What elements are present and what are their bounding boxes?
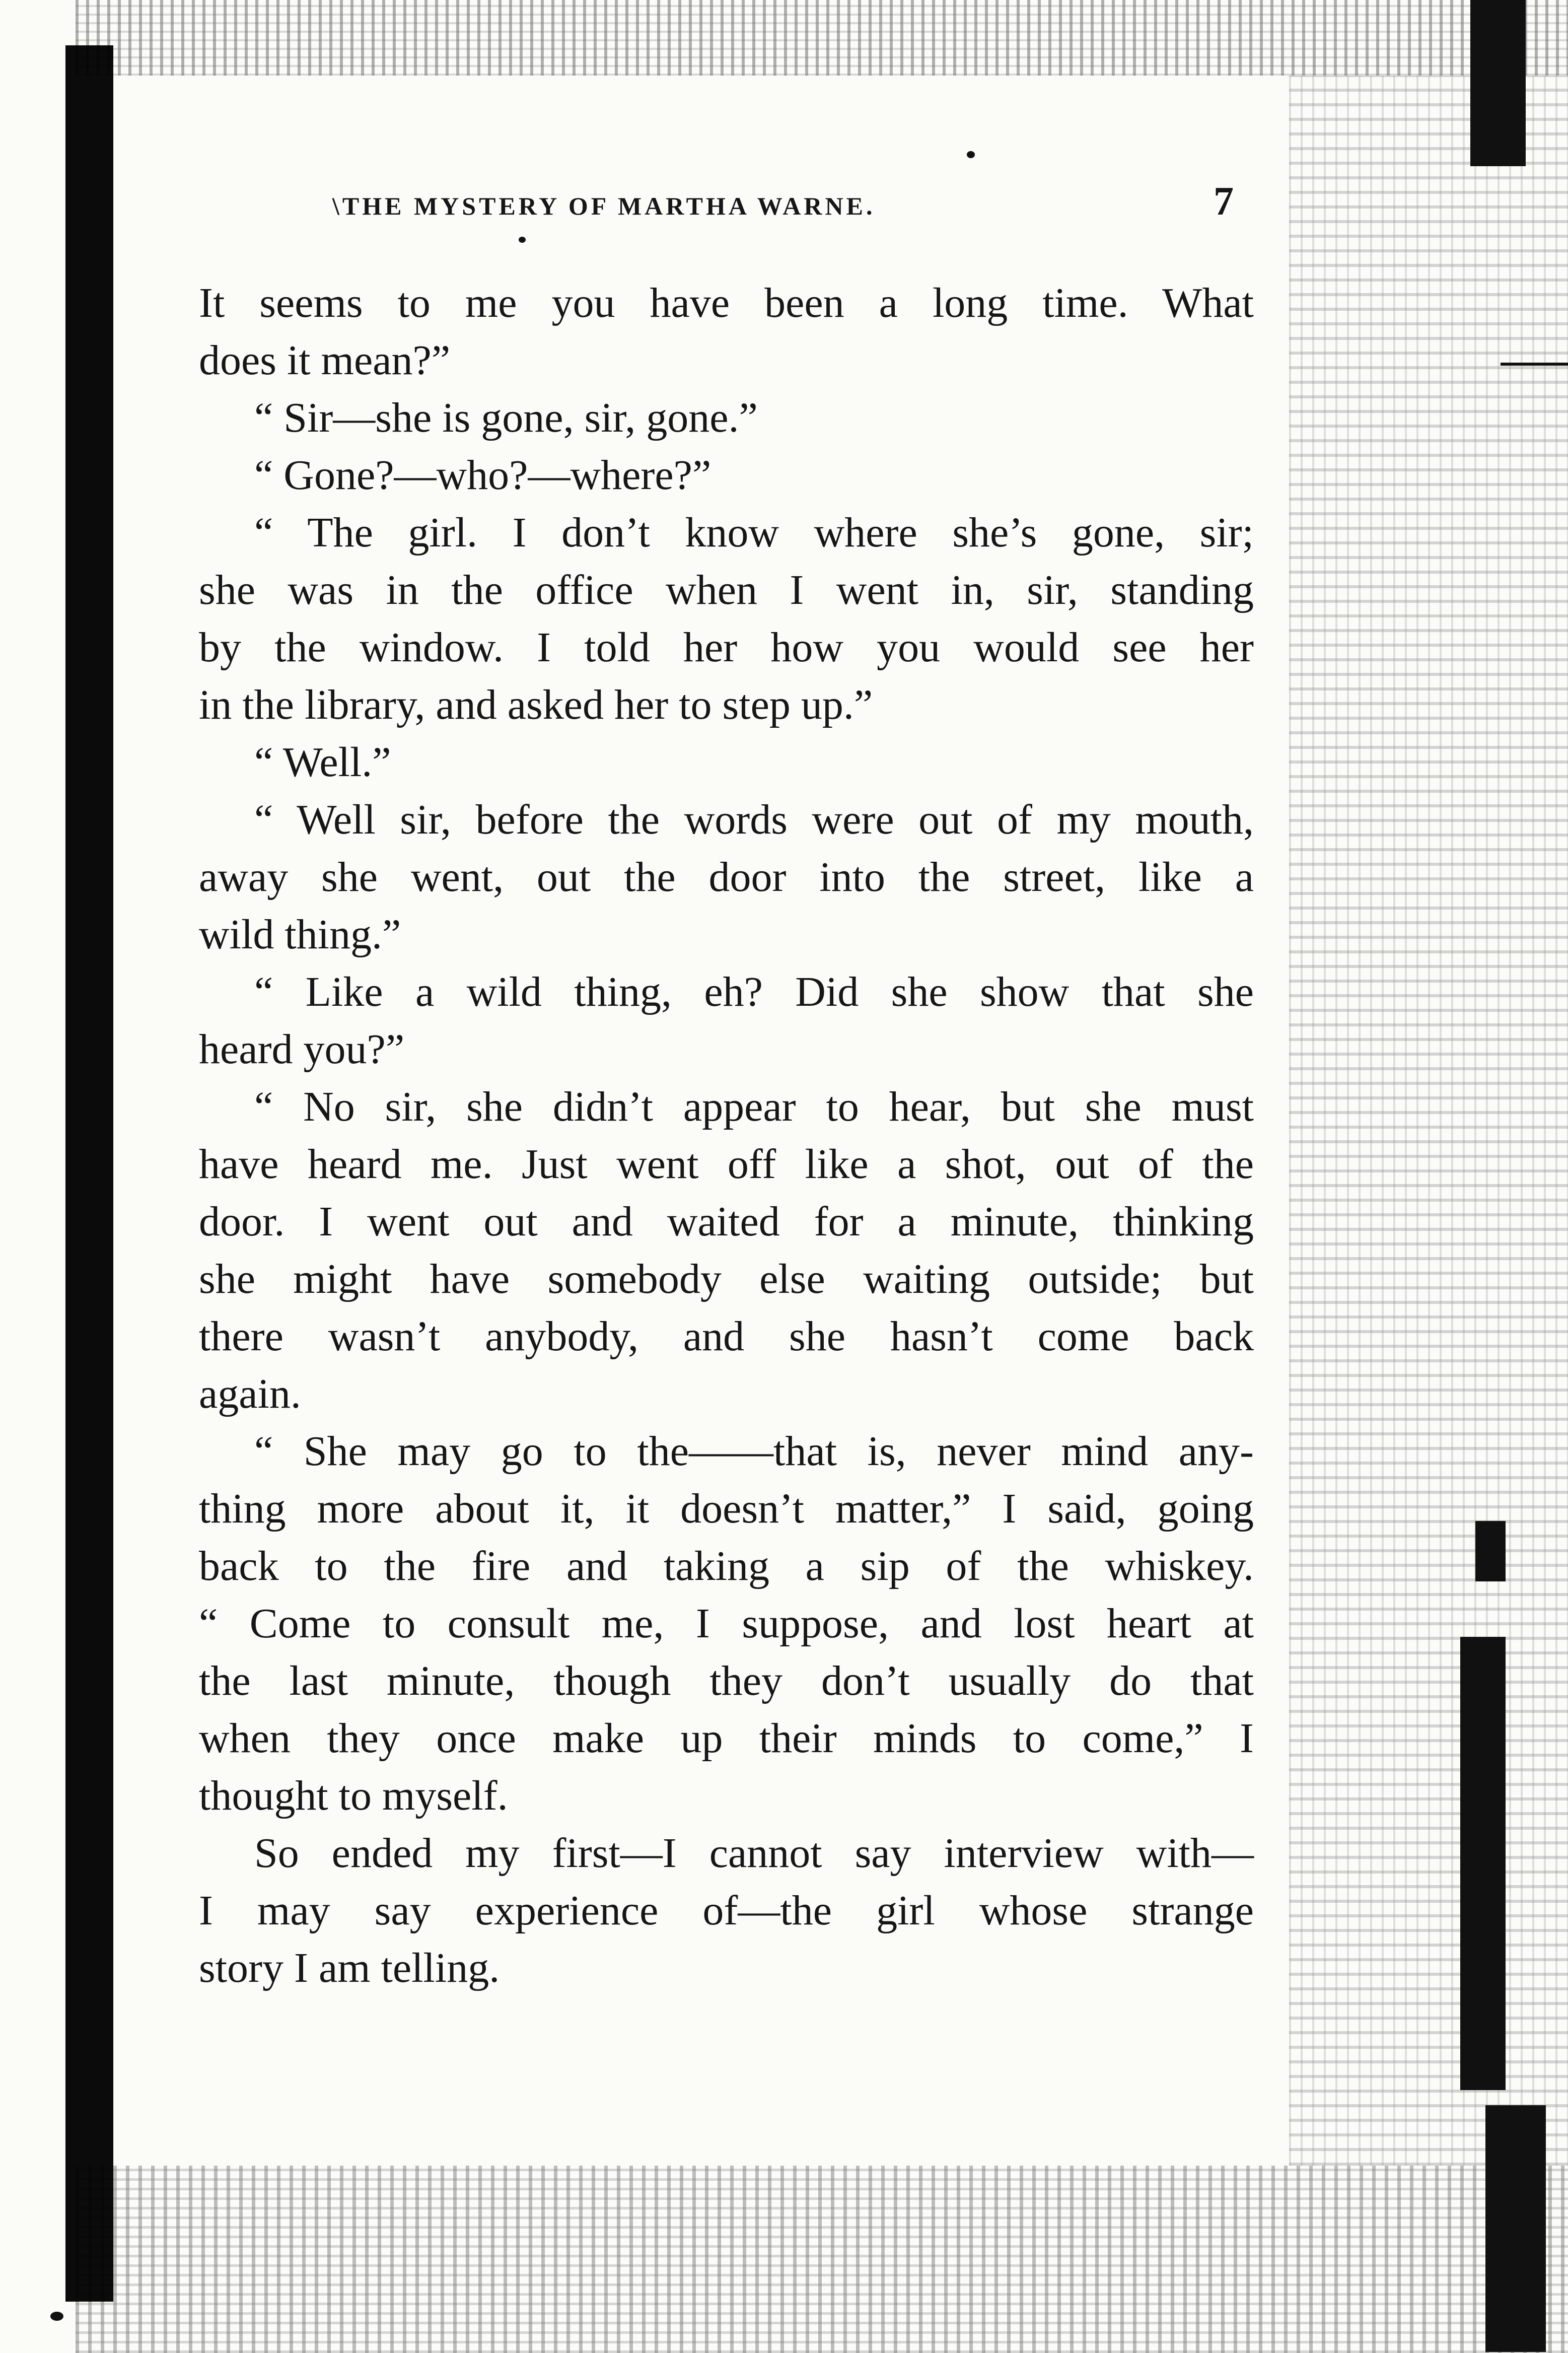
text-line: thought to myself. [199,1772,508,1819]
text-line: “ Like a wild thing, eh? Did she show that she [254,968,1254,1015]
text-line: away she went, out the door into the street, like a [199,854,1254,901]
text-line: “ No sir, she didn’t appear to hear, but she must [254,1083,1254,1130]
scan-noise-right [1289,76,1568,2166]
text-line: by the window. I told her how you would see her [199,624,1254,671]
scan-edge-mark [1470,0,1526,166]
text-line: wild thing.” [199,911,401,958]
text-line: It seems to me you have been a long time. What [199,280,1254,326]
text-line: “ The girl. I don’t know where she’s gone, sir; [254,509,1254,556]
text-line: thing more about it, it doesn’t matter,” I said, going [199,1485,1254,1532]
body-text [199,274,1254,1997]
text-line: in the library, and asked her to step up.” [199,681,873,728]
scan-edge-mark [1460,1637,1506,2090]
scan-edge-rule [1501,363,1568,366]
text-line: So ended my first—I cannot say interview with— [254,1830,1254,1877]
scan-edge-mark [1475,1521,1506,1581]
text-line: she was in the office when I went in, sir, standing [199,567,1254,613]
text-line: “ Gone?—who?—where?” [254,452,711,499]
text-line: back to the fire and taking a sip of the whiskey. [199,1543,1254,1589]
text-line: have heard me. Just went off like a shot, out of the [199,1141,1254,1188]
text-line: “ Sir—she is gone, sir, gone.” [254,394,758,441]
scan-noise-top [76,0,1568,76]
page-number: 7 [1214,179,1234,224]
running-header: \THE MYSTERY OF MARTHA WARNE. [332,192,876,220]
text-line: again. [199,1370,301,1417]
text-line: she might have somebody else waiting outside; but [199,1256,1254,1302]
text-line: “ Come to consult me, I suppose, and lost heart at [199,1600,1254,1647]
scan-edge-mark [1485,2105,1546,2352]
text-line: “ She may go to the——that is, never mind any- [254,1428,1254,1475]
text-line: “ Well.” [254,739,391,786]
scan-speck [967,151,975,158]
text-line: “ Well sir, before the words were out of my mouth, [254,796,1254,843]
text-line: does it mean?” [199,337,451,384]
text-line: story I am telling. [199,1945,500,1991]
scan-noise-bottom [76,2166,1568,2353]
scan-speck [519,237,526,243]
text-line: the last minute, though they don’t usually do that [199,1657,1254,1704]
scan-speck [50,2312,63,2321]
text-line: I may say experience of—the girl whose strange [199,1887,1254,1934]
text-line: heard you?” [199,1026,405,1073]
text-line: when they once make up their minds to come,” I [199,1715,1254,1762]
text-line: door. I went out and waited for a minute, thinking [199,1198,1254,1245]
text-line: there wasn’t anybody, and she hasn’t come back [199,1313,1254,1360]
book-spine-shadow [65,45,113,2302]
